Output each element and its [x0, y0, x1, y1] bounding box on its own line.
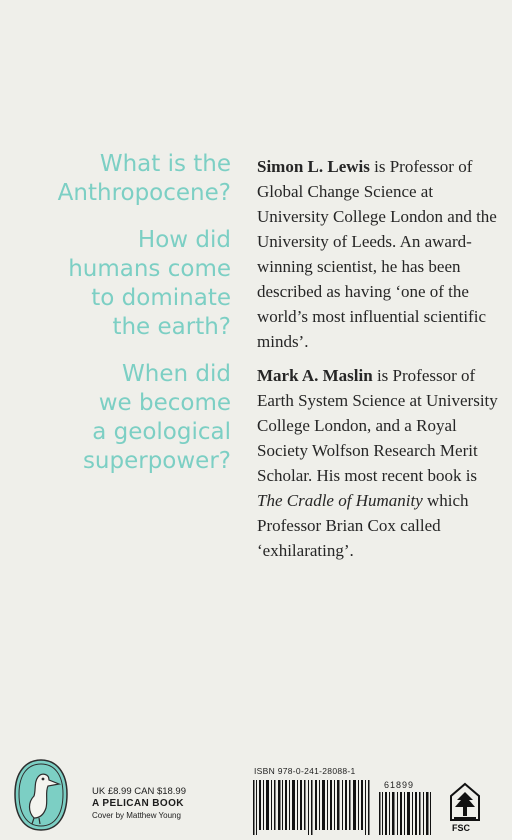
series-name: A PELICAN BOOK	[92, 798, 184, 809]
bio-lewis-text: is Professor of Global Change Science at University College London and the University of Leeds. An award-winning scientist, he has been described as having ‘one of the world’s most influential scientific minds’.	[257, 157, 497, 351]
author-name-maslin: Mark A. Maslin	[257, 366, 373, 385]
question-line: superpower?	[82, 448, 231, 474]
question-2	[21, 226, 231, 342]
price-block	[92, 786, 186, 822]
isbn-barcode-icon	[253, 780, 373, 835]
bio-maslin	[257, 363, 505, 563]
pelican-logo-icon	[12, 758, 70, 832]
author-name-lewis: Simon L. Lewis	[257, 157, 370, 176]
question-line: a geological	[92, 419, 231, 445]
bio-maslin-text: is Professor of Earth System Science at University College London, and a Royal Society Wolfson Research Merit Scholar. His most recent book is	[257, 366, 498, 485]
question-line: the earth?	[112, 314, 231, 340]
bio-maslin-text-end: which Professor Brian Cox called ‘exhilarating’.	[257, 491, 469, 560]
question-line: to dominate	[91, 285, 231, 311]
question-1	[21, 150, 231, 208]
question-line: we become	[98, 390, 231, 416]
question-line: How did	[137, 227, 231, 253]
question-line: When did	[122, 361, 231, 387]
isbn-text: ISBN 978-0-241-28088-1	[254, 766, 356, 776]
price-text: UK £8.99 CAN $18.99	[92, 786, 187, 797]
question-line: What is the	[99, 151, 231, 177]
fsc-label: FSC	[452, 823, 470, 833]
book-title: The Cradle of Humanity	[257, 491, 423, 510]
addon-code: 61899	[384, 780, 415, 790]
question-3	[21, 360, 231, 476]
question-line: Anthropocene?	[57, 180, 231, 206]
question-line: humans come	[68, 256, 231, 282]
addon-barcode-icon	[379, 780, 433, 835]
author-bios	[257, 154, 505, 572]
bio-lewis	[257, 154, 505, 354]
fsc-logo-icon	[449, 780, 481, 828]
cover-credit: Cover by Matthew Young	[92, 811, 181, 820]
question-column	[21, 150, 231, 494]
